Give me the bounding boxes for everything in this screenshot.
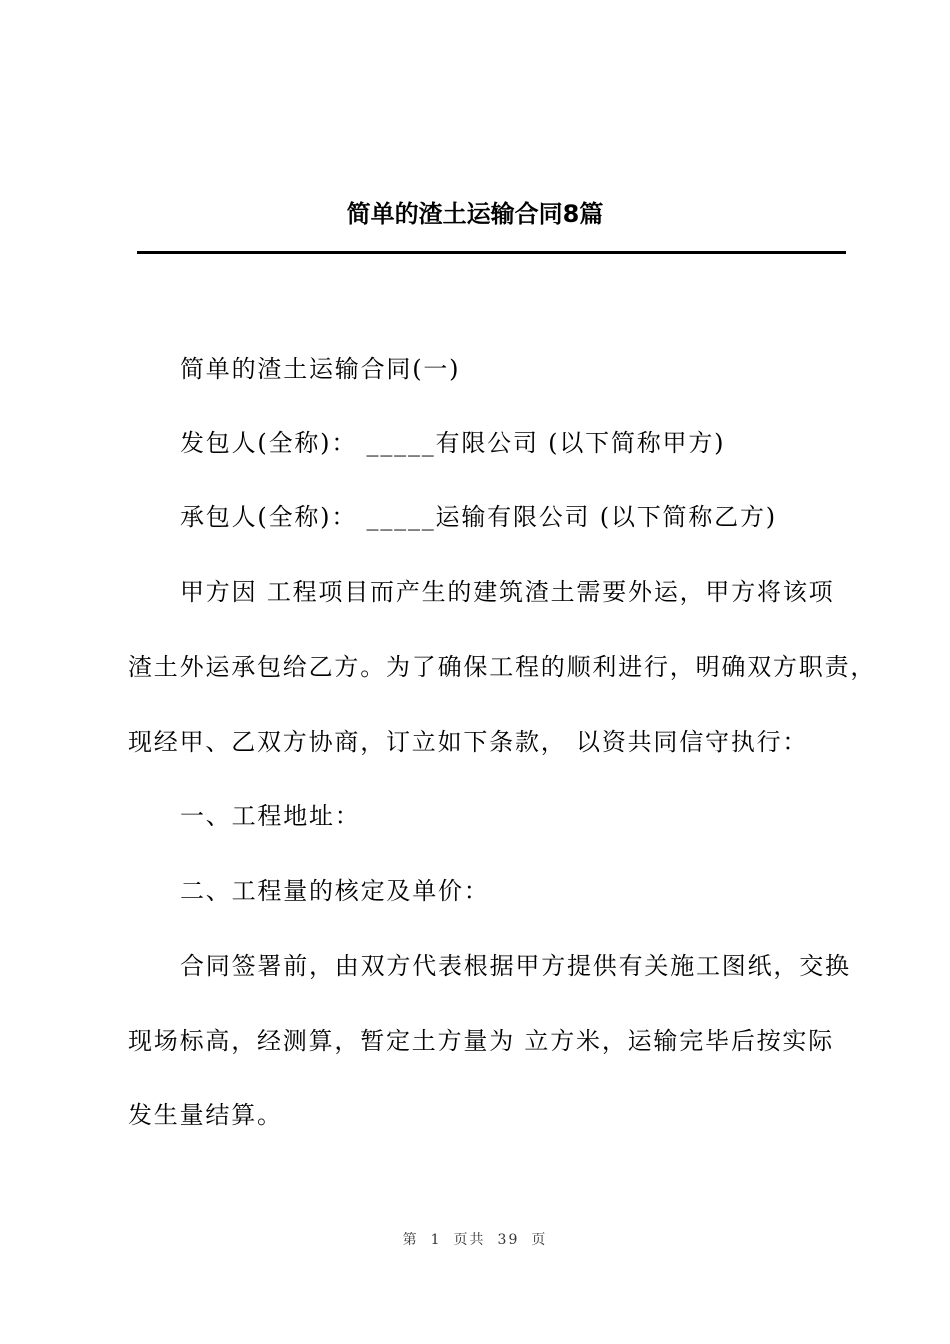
footer-prefix: 第 <box>402 1232 419 1248</box>
paragraph-line: 现场标高，经测算，暂定土方量为 立方米，运输完毕后按实际 <box>128 1027 835 1055</box>
paragraph-line: 发生量结算。 <box>128 1101 283 1129</box>
paragraph-line: 现经甲、乙双方协商，订立如下条款， 以资共同信守执行： <box>128 728 809 756</box>
document-title: 简单的渣土运输合同8篇 <box>346 200 604 228</box>
paragraph-line: 渣土外运承包给乙方。为了确保工程的顺利进行，明确双方职责， <box>128 653 877 681</box>
section-heading: 简单的渣土运输合同(一) <box>180 355 461 383</box>
clause-heading: 二、工程量的核定及单价： <box>180 877 490 905</box>
footer-middle: 页共 <box>453 1232 486 1248</box>
total-page-count: 39 <box>497 1232 520 1248</box>
paragraph-line: 合同签署前，由双方代表根据甲方提供有关施工图纸，交换 <box>180 952 851 980</box>
footer-suffix: 页 <box>531 1232 548 1248</box>
clause-heading: 一、工程地址： <box>180 802 361 830</box>
party-b-line: 承包人(全称)： _____运输有限公司 (以下简称乙方) <box>180 503 777 531</box>
paragraph-line: 甲方因 工程项目而产生的建筑渣土需要外运，甲方将该项 <box>180 578 835 606</box>
page-footer <box>0 1228 950 1252</box>
current-page-number: 1 <box>430 1232 442 1248</box>
party-a-line: 发包人(全称)： _____有限公司 (以下简称甲方) <box>180 429 726 457</box>
title-underline <box>137 251 846 254</box>
